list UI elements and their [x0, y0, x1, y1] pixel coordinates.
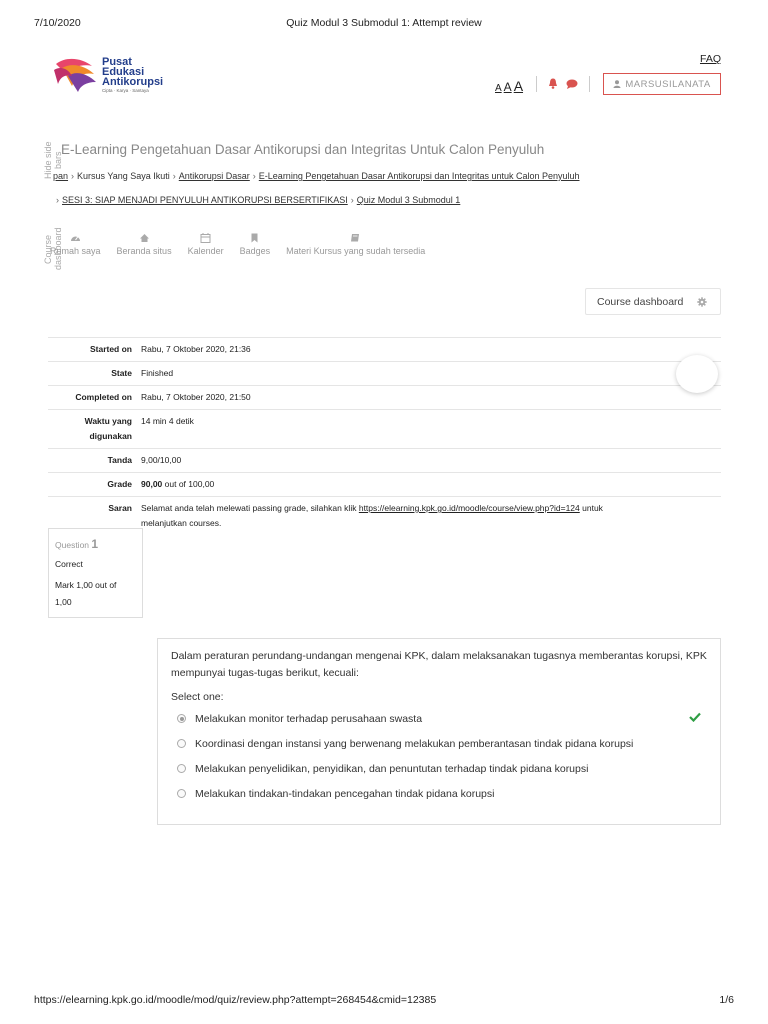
- radio-button[interactable]: [177, 739, 186, 748]
- summary-row-marks: [48, 449, 721, 473]
- bookmark-icon: [249, 232, 260, 244]
- site-logo[interactable]: [52, 54, 172, 94]
- breadcrumb-section[interactable]: SESI 3: SIAP MENJADI PENYULUH ANTIKORUPSI BERSERTIFIKASI: [62, 195, 348, 205]
- print-title: Quiz Modul 3 Submodul 1: Attempt review: [286, 17, 482, 29]
- print-page-number: 1/6: [719, 994, 734, 1006]
- answer-option[interactable]: Melakukan monitor terhadap perusahaan swasta: [171, 706, 707, 731]
- breadcrumb: [53, 171, 580, 181]
- bell-icon[interactable]: [548, 78, 558, 89]
- font-size-medium-button[interactable]: A: [503, 80, 512, 94]
- attempt-summary-table: [48, 337, 721, 535]
- breadcrumb-my-courses[interactable]: Kursus Yang Saya Ikuti: [77, 171, 170, 181]
- chevron-right-icon: ›: [71, 171, 75, 181]
- faq-link[interactable]: FAQ: [699, 53, 721, 65]
- summary-row-started: [48, 338, 721, 362]
- radio-button[interactable]: [177, 764, 186, 773]
- nav-badges[interactable]: Badges: [240, 232, 271, 256]
- breadcrumb-quiz[interactable]: Quiz Modul 3 Submodul 1: [356, 195, 461, 205]
- course-navbar: [50, 232, 441, 256]
- font-size-large-button[interactable]: A: [513, 78, 524, 94]
- answer-options: [171, 706, 707, 806]
- nav-available-courses[interactable]: Materi Kursus yang sudah tersedia: [286, 232, 425, 256]
- answer-option[interactable]: Koordinasi dengan instansi yang berwenang melakukan pemberantasan tindak pidana korupsi: [171, 731, 707, 756]
- hide-sidebars-toggle[interactable]: Hide side bars: [43, 141, 63, 179]
- summary-row-grade: [48, 473, 721, 497]
- course-dashboard-button[interactable]: Course dashboard: [585, 288, 721, 315]
- user-menu-button[interactable]: [603, 73, 721, 95]
- breadcrumb-course-category[interactable]: Antikorupsi Dasar: [178, 171, 250, 181]
- question-content: [157, 638, 721, 825]
- username: MARSUSILANATA: [625, 78, 711, 90]
- summary-label: State: [111, 368, 132, 378]
- user-icon: [613, 80, 621, 88]
- radio-button[interactable]: [177, 714, 186, 723]
- answer-option[interactable]: Melakukan penyelidikan, penyidikan, dan penuntutan terhadap tindak pidana korupsi: [171, 756, 707, 781]
- summary-label: Grade: [107, 479, 132, 489]
- summary-row-state: [48, 362, 721, 386]
- summary-value: Rabu, 7 Oktober 2020, 21:50: [141, 392, 251, 402]
- breadcrumb-home[interactable]: pan: [53, 171, 69, 181]
- summary-row-feedback: [48, 497, 721, 536]
- course-dashboard-toggle[interactable]: Course dashboard: [43, 227, 63, 271]
- gear-icon: [697, 297, 707, 307]
- dashboard-icon: [70, 232, 81, 244]
- page-title: E-Learning Pengetahuan Dasar Antikorupsi dan Integritas Untuk Calon Penyuluh: [61, 142, 545, 157]
- nav-site-home[interactable]: Beranda situs: [117, 232, 172, 256]
- divider: [536, 76, 537, 92]
- divider: [589, 76, 590, 92]
- summary-row-time-taken: [48, 410, 721, 449]
- summary-row-completed: [48, 386, 721, 410]
- answer-option[interactable]: Melakukan tindakan-tindakan pencegahan tindak pidana korupsi: [171, 781, 707, 806]
- question-grade: Mark 1,00 out of 1,00: [55, 580, 117, 607]
- floating-action-button[interactable]: [676, 355, 718, 393]
- check-icon: [689, 712, 701, 722]
- question-prompt: Select one:: [171, 691, 224, 703]
- summary-label: Started on: [89, 344, 132, 354]
- summary-label: Completed on: [75, 392, 132, 402]
- font-size-small-button[interactable]: A: [495, 83, 502, 94]
- home-icon: [139, 232, 150, 244]
- summary-label: Tanda: [107, 455, 132, 465]
- summary-value: Finished: [141, 368, 174, 378]
- question-number: Question 1: [55, 537, 99, 551]
- calendar-icon: [200, 232, 211, 244]
- radio-button[interactable]: [177, 789, 186, 798]
- breadcrumb-row-2: [53, 195, 460, 205]
- question-info: [48, 528, 143, 618]
- summary-label: Waktu yang digunakan: [84, 416, 132, 441]
- chevron-right-icon: ›: [172, 171, 176, 181]
- summary-label: Saran: [108, 503, 132, 513]
- chevron-right-icon: ›: [56, 195, 59, 205]
- question-state: Correct: [55, 559, 83, 569]
- chevron-right-icon: ›: [350, 195, 354, 205]
- logo-mark-icon: [52, 54, 100, 92]
- chat-icon[interactable]: [566, 79, 578, 89]
- course-link[interactable]: https://elearning.kpk.go.id/moodle/course/view.php?id=124: [358, 503, 580, 513]
- nav-my-home[interactable]: Rumah saya: [50, 232, 101, 256]
- font-size-controls: [495, 78, 525, 96]
- summary-value: 14 min 4 detik: [141, 416, 194, 426]
- question-text: Dalam peraturan perundang-undangan mengenai KPK, dalam melaksanakan tugasnya memberantas korupsi, KPK mempunyai tugas-tugas berikut, kecuali:: [171, 650, 707, 679]
- print-date: 7/10/2020: [34, 17, 81, 29]
- logo-text: Pusat Edukasi Antikorupsi Cipta · Karya · Santaya: [102, 56, 164, 93]
- summary-value: 90,00 out of 100,00: [141, 479, 215, 489]
- book-icon: [350, 232, 361, 244]
- print-url: https://elearning.kpk.go.id/moodle/mod/quiz/review.php?attempt=268454&cmid=12385: [34, 994, 437, 1006]
- summary-value: 9,00/10,00: [141, 455, 182, 465]
- nav-calendar[interactable]: Kalender: [188, 232, 224, 256]
- chevron-right-icon: ›: [252, 171, 256, 181]
- summary-value: Rabu, 7 Oktober 2020, 21:36: [141, 344, 251, 354]
- breadcrumb-course[interactable]: E-Learning Pengetahuan Dasar Antikorupsi dan Integritas untuk Calon Penyuluh: [258, 171, 580, 181]
- summary-value: Selamat anda telah melewati passing grade, silahkan klik https://elearning.kpk.go.id/moodle/course/view.php?id=124 untuk melanjutkan courses.: [141, 503, 603, 528]
